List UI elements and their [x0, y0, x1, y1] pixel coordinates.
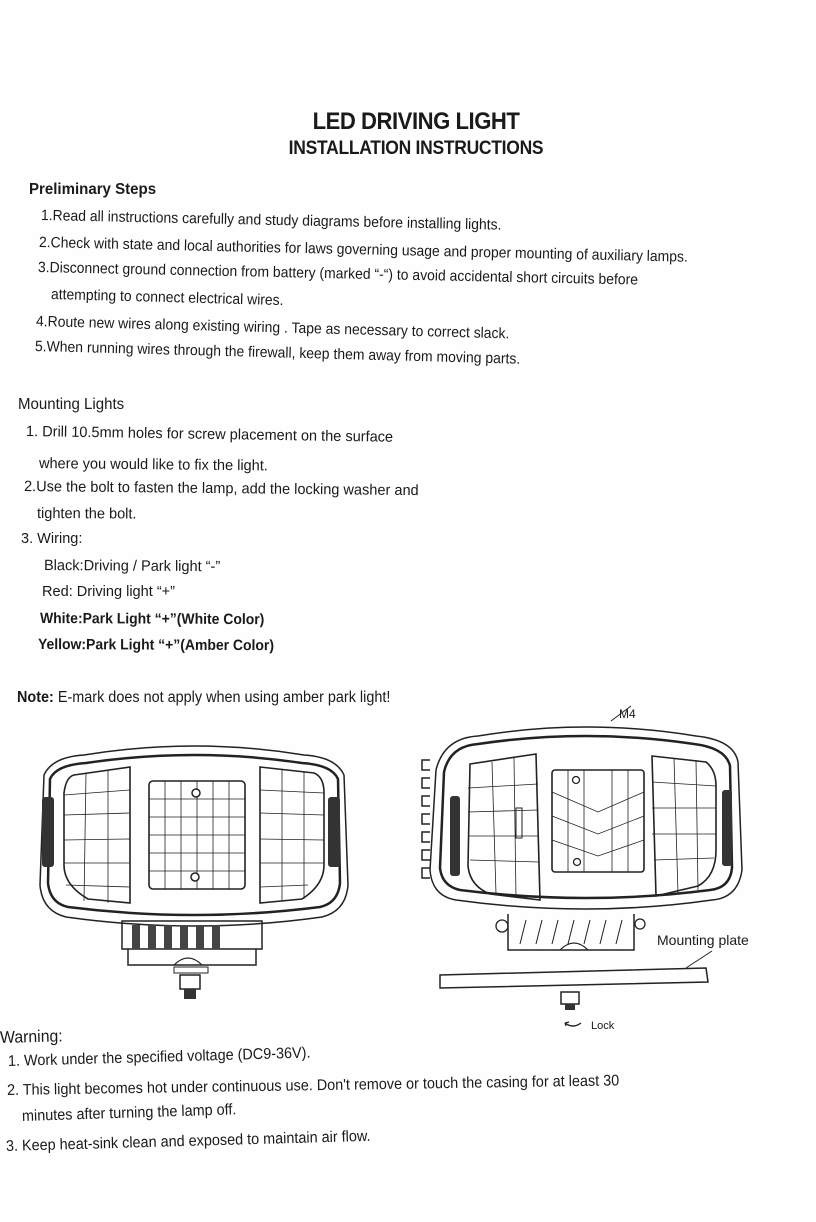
- mounting-step-2-cont: tighten the bolt.: [36, 505, 137, 523]
- mount-bracket: [496, 914, 645, 950]
- mount-bracket: [122, 921, 262, 999]
- m4-label: M4: [619, 707, 636, 721]
- left-park-light: [450, 796, 460, 876]
- center-reflector: [149, 781, 245, 889]
- preliminary-step-3: 3.Disconnect ground connection from battery (marked “-“) to avoid accidental short circuits before: [37, 259, 639, 289]
- mounting-heading: Mounting Lights: [18, 396, 125, 413]
- document-subtitle: INSTALLATION INSTRUCTIONS: [288, 138, 544, 159]
- right-park-light: [722, 790, 732, 866]
- angled-view-diagram: [416, 700, 796, 1010]
- wiring-black: Black:Driving / Park light “-”: [43, 557, 221, 576]
- left-reflector: [468, 754, 540, 900]
- right-reflector: [260, 767, 324, 903]
- preliminary-step-2: 2.Check with state and local authorities for laws governing usage and proper mounting of auxiliary lamps.: [38, 234, 689, 266]
- mounting-plate-label: Mounting plate: [657, 932, 749, 948]
- left-reflector: [64, 767, 130, 903]
- mounting-step-1: 1. Drill 10.5mm holes for screw placement on the surface: [25, 423, 394, 446]
- warning-heading: Warning:: [0, 1026, 63, 1047]
- preliminary-step-3-cont: attempting to connect electrical wires.: [50, 286, 284, 310]
- wiring-heading: 3. Wiring:: [21, 530, 83, 547]
- wiring-white: White:Park Light “+”(White Color): [39, 610, 265, 629]
- preliminary-heading: Preliminary Steps: [29, 181, 157, 198]
- right-reflector: [652, 756, 716, 896]
- mounting-plate-leader-line: [686, 951, 712, 968]
- front-view-diagram: [24, 735, 364, 1005]
- left-park-light: [42, 797, 54, 867]
- rotate-arrow-icon: [562, 1020, 584, 1030]
- warning-item-3: 3. Keep heat-sink clean and exposed to maintain air flow.: [5, 1127, 371, 1155]
- mounting-plate: [440, 968, 708, 988]
- warning-item-2: 2. This light becomes hot under continuous use. Don't remove or touch the casing for at least 30: [6, 1072, 620, 1099]
- note-text: E-mark does not apply when using amber park light!: [57, 689, 391, 706]
- preliminary-step-1: 1.Read all instructions carefully and study diagrams before installing lights.: [40, 207, 502, 234]
- wiring-yellow: Yellow:Park Light “+”(Amber Color): [37, 636, 275, 655]
- preliminary-step-4: 4.Route new wires along existing wiring . Tape as necessary to correct slack.: [35, 313, 510, 343]
- center-reflector: [552, 770, 644, 872]
- warning-item-2-cont: minutes after turning the lamp off.: [21, 1101, 237, 1125]
- lock-nut: [561, 992, 579, 1010]
- mounting-step-1-cont: where you would like to fix the light.: [38, 455, 268, 475]
- right-park-light: [328, 797, 340, 867]
- wiring-red: Red: Driving light “+”: [42, 583, 176, 600]
- note-line: [17, 689, 390, 707]
- note-label: Note:: [17, 689, 54, 706]
- heat-sink-fins: [422, 760, 430, 878]
- lock-label: Lock: [591, 1020, 615, 1032]
- mounting-step-2: 2.Use the bolt to fasten the lamp, add the locking washer and: [23, 478, 419, 500]
- preliminary-step-5: 5.When running wires through the firewall, keep them away from moving parts.: [34, 338, 521, 368]
- warning-item-1: 1. Work under the specified voltage (DC9-36V).: [7, 1044, 311, 1070]
- document-title: LED DRIVING LIGHT: [312, 108, 520, 135]
